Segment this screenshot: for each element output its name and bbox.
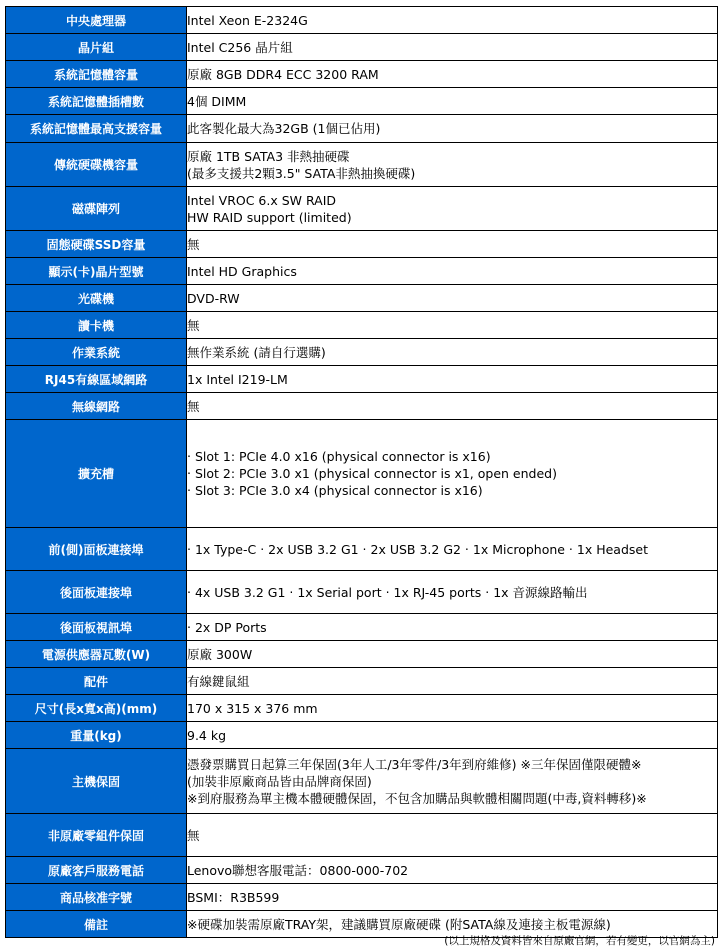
spec-value bbox=[187, 339, 718, 366]
spec-value bbox=[187, 61, 718, 88]
spec-row bbox=[6, 231, 718, 258]
spec-value-line: 170 x 315 x 376 mm bbox=[187, 700, 318, 716]
spec-label: 重量(kg) bbox=[6, 722, 187, 749]
spec-row bbox=[6, 339, 718, 366]
spec-label: 系統記憶體插槽數 bbox=[6, 88, 187, 115]
spec-row bbox=[6, 857, 718, 884]
spec-value-line: ※到府服務為單主機本體硬體保固，不包含加購品與軟體相關問題(中毒,資料轉移)※ bbox=[187, 790, 647, 806]
spec-value bbox=[187, 258, 718, 285]
spec-row bbox=[6, 695, 718, 722]
spec-label: 擴充槽 bbox=[6, 420, 187, 528]
spec-value-line: 無 bbox=[187, 236, 200, 252]
spec-value-line: Intel Xeon E-2324G bbox=[187, 12, 308, 28]
spec-value-line: (最多支援共2顆3.5" SATA非熱抽換硬碟) bbox=[187, 165, 416, 181]
spec-value bbox=[187, 231, 718, 258]
spec-row bbox=[6, 187, 718, 231]
spec-value bbox=[187, 571, 718, 614]
spec-table bbox=[5, 6, 718, 938]
spec-value bbox=[187, 187, 718, 231]
spec-value-line: HW RAID support (limited) bbox=[187, 209, 352, 225]
spec-label: 前(側)面板連接埠 bbox=[6, 528, 187, 571]
spec-value bbox=[187, 34, 718, 61]
spec-row bbox=[6, 668, 718, 695]
spec-row bbox=[6, 722, 718, 749]
spec-label: 中央處理器 bbox=[6, 7, 187, 34]
spec-value bbox=[187, 695, 718, 722]
spec-row bbox=[6, 528, 718, 571]
spec-value-line: 此客製化最大為32GB (1個已佔用) bbox=[187, 121, 381, 136]
spec-label: 傳統硬碟機容量 bbox=[6, 143, 187, 187]
spec-label: 商品核准字號 bbox=[6, 884, 187, 911]
spec-row bbox=[6, 571, 718, 614]
spec-value-line: Lenovo聯想客服電話：0800-000-702 bbox=[187, 862, 409, 878]
spec-value bbox=[187, 749, 718, 814]
spec-value-line: 4個 DIMM bbox=[187, 93, 247, 109]
spec-value-line: 憑發票購買日起算三年保固(3年人工/3年零件/3年到府維修) ※三年保固僅限硬體※ bbox=[187, 756, 642, 772]
spec-row bbox=[6, 393, 718, 420]
spec-value bbox=[187, 722, 718, 749]
spec-value bbox=[187, 7, 718, 34]
spec-value-line: ‧ Slot 1: PCIe 4.0 x16 (physical connector is x16) bbox=[187, 449, 491, 464]
spec-value-line: ※硬碟加裝需原廠TRAY架，建議購買原廠硬碟 (附SATA線及連接主板電源線) bbox=[187, 916, 611, 932]
spec-label: 系統記憶體容量 bbox=[6, 61, 187, 88]
spec-label: 晶片組 bbox=[6, 34, 187, 61]
spec-value bbox=[187, 143, 718, 187]
spec-value bbox=[187, 641, 718, 668]
spec-value bbox=[187, 668, 718, 695]
spec-value-line: 原廠 8GB DDR4 ECC 3200 RAM bbox=[187, 66, 379, 82]
spec-row bbox=[6, 420, 718, 528]
spec-label: 作業系統 bbox=[6, 339, 187, 366]
spec-value bbox=[187, 312, 718, 339]
spec-value bbox=[187, 814, 718, 857]
spec-value-line: 有線鍵鼠組 bbox=[187, 673, 250, 689]
spec-table-body bbox=[6, 7, 718, 938]
spec-value-line: 無 bbox=[187, 827, 200, 843]
spec-value bbox=[187, 884, 718, 911]
spec-value bbox=[187, 420, 718, 528]
spec-value-line: 1x Intel I219-LM bbox=[187, 371, 288, 387]
spec-label: 系統記憶體最高支援容量 bbox=[6, 115, 187, 143]
spec-value bbox=[187, 528, 718, 571]
spec-value bbox=[187, 614, 718, 641]
spec-label: 原廠客戶服務電話 bbox=[6, 857, 187, 884]
spec-row bbox=[6, 614, 718, 641]
spec-value-line: 原廠 300W bbox=[187, 646, 253, 662]
spec-row bbox=[6, 88, 718, 115]
spec-value bbox=[187, 393, 718, 420]
spec-label: 主機保固 bbox=[6, 749, 187, 814]
spec-value-line: ‧ Slot 3: PCIe 3.0 x4 (physical connector is x16) bbox=[187, 483, 483, 498]
spec-row bbox=[6, 641, 718, 668]
spec-value-line: ‧ 1x Type-C ‧ 2x USB 3.2 G1 ‧ 2x USB 3.2 G2 ‧ 1x Microphone ‧ 1x Headset bbox=[187, 541, 648, 557]
footnote: (以上規格及資料皆來自原廠官網，若有變更，以官網為主) bbox=[444, 935, 715, 947]
spec-value bbox=[187, 366, 718, 393]
spec-label: 後面板連接埠 bbox=[6, 571, 187, 614]
spec-label: 讀卡機 bbox=[6, 312, 187, 339]
spec-value-line: ‧ Slot 2: PCIe 3.0 x1 (physical connector is x1, open ended) bbox=[187, 466, 557, 481]
spec-label: 備註 bbox=[6, 911, 187, 938]
spec-label: 配件 bbox=[6, 668, 187, 695]
spec-value-line: BSMI：R3B599 bbox=[187, 889, 280, 905]
spec-value-line: 無 bbox=[187, 398, 200, 414]
spec-value bbox=[187, 857, 718, 884]
spec-value-line: 無 bbox=[187, 317, 200, 333]
spec-row bbox=[6, 143, 718, 187]
spec-label: 磁碟陣列 bbox=[6, 187, 187, 231]
spec-row bbox=[6, 814, 718, 857]
spec-row bbox=[6, 61, 718, 88]
spec-label: 顯示(卡)晶片型號 bbox=[6, 258, 187, 285]
spec-row bbox=[6, 115, 718, 143]
spec-row bbox=[6, 312, 718, 339]
spec-value-line: Intel HD Graphics bbox=[187, 263, 297, 279]
spec-row bbox=[6, 884, 718, 911]
spec-label: 無線網路 bbox=[6, 393, 187, 420]
spec-value bbox=[187, 88, 718, 115]
spec-label: 光碟機 bbox=[6, 285, 187, 312]
spec-value-line: 無作業系統 (請自行選購) bbox=[187, 344, 326, 360]
spec-value-line: Intel VROC 6.x SW RAID bbox=[187, 192, 337, 208]
spec-label: 電源供應器瓦數(W) bbox=[6, 641, 187, 668]
spec-row bbox=[6, 749, 718, 814]
spec-row bbox=[6, 7, 718, 34]
spec-row bbox=[6, 366, 718, 393]
spec-label: 後面板視訊埠 bbox=[6, 614, 187, 641]
spec-value-line: Intel C256 晶片組 bbox=[187, 39, 293, 55]
spec-label: 固態硬碟SSD容量 bbox=[6, 231, 187, 258]
spec-row bbox=[6, 258, 718, 285]
spec-row bbox=[6, 285, 718, 312]
spec-label: 尺寸(長x寬x高)(mm) bbox=[6, 695, 187, 722]
spec-value-line: ‧ 2x DP Ports bbox=[187, 619, 267, 635]
spec-value-line: 原廠 1TB SATA3 非熱抽硬碟 bbox=[187, 148, 350, 164]
spec-value-line: 9.4 kg bbox=[187, 727, 227, 743]
spec-row bbox=[6, 34, 718, 61]
spec-value-line: ‧ 4x USB 3.2 G1 ‧ 1x Serial port ‧ 1x RJ-45 ports ‧ 1x 音源線路輸出 bbox=[187, 584, 588, 600]
spec-label: RJ45有線區域網路 bbox=[6, 366, 187, 393]
spec-label: 非原廠零組件保固 bbox=[6, 814, 187, 857]
spec-value-line: DVD-RW bbox=[187, 290, 240, 306]
spec-value bbox=[187, 115, 718, 143]
spec-value bbox=[187, 285, 718, 312]
spec-value-line: (加裝非原廠商品皆由品牌商保固) bbox=[187, 773, 372, 789]
